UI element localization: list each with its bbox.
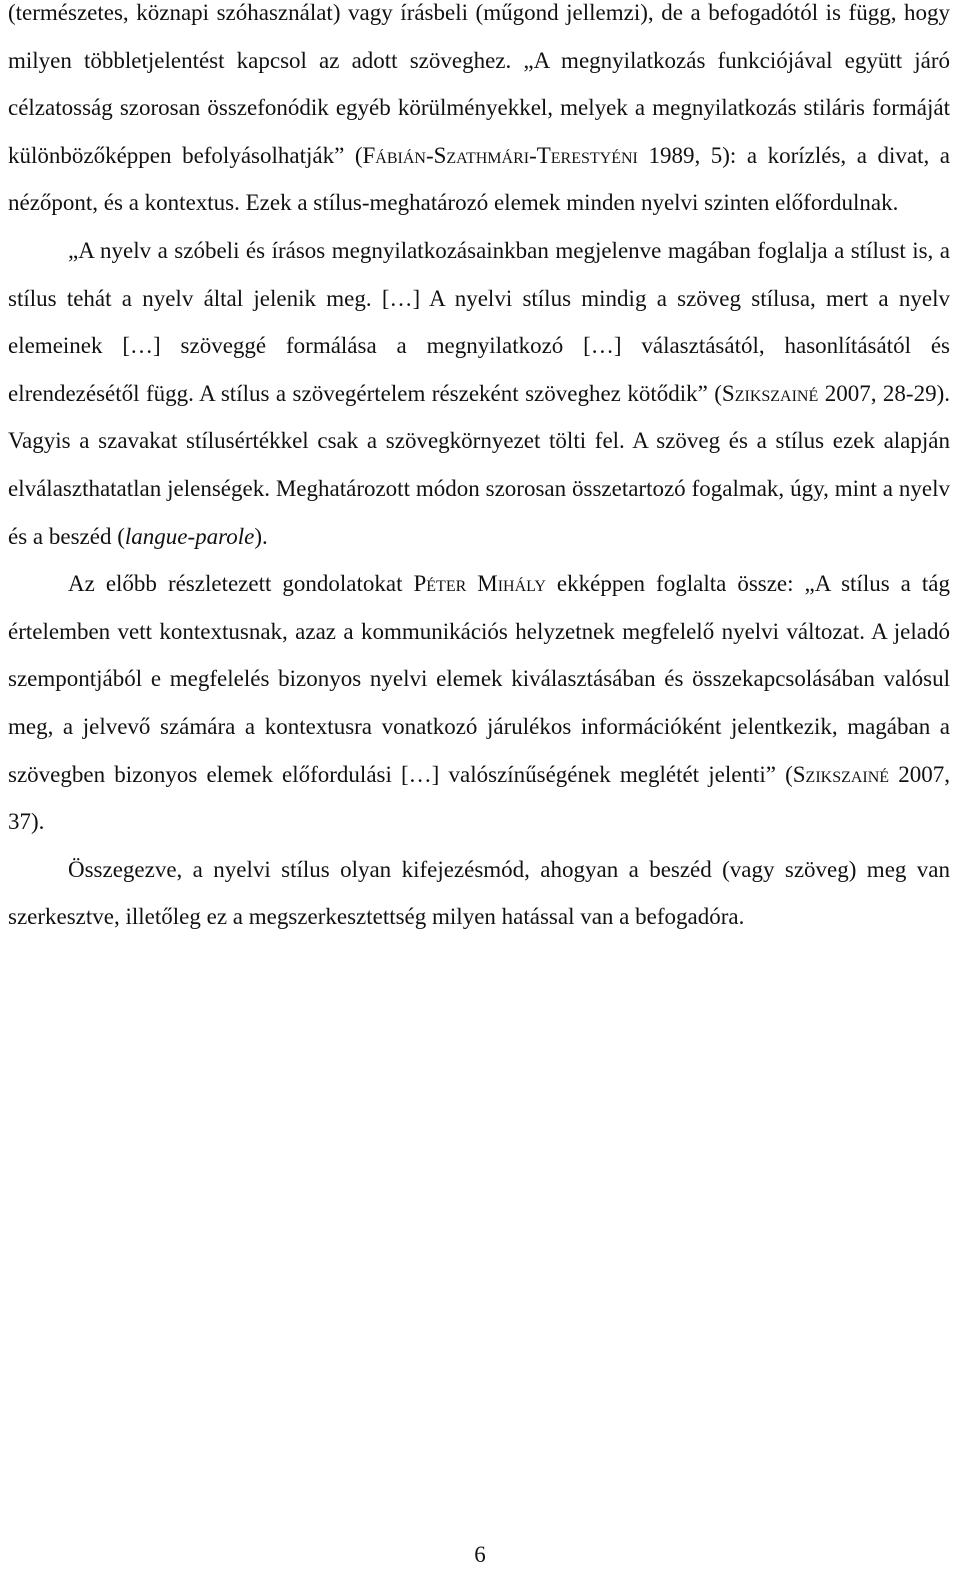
page-number: 6 (474, 1542, 486, 1567)
citation-authors: Fábián-Szathmári-Terestyéni (362, 142, 638, 168)
paragraph-text: Az előbb részletezett gondolatokat (68, 571, 414, 597)
paragraph-text: 2007, 37). (8, 761, 951, 835)
document-body (8, 0, 950, 941)
citation-author: Szikszainé (792, 761, 890, 787)
paragraph-1 (8, 0, 950, 227)
paragraph-text: (természetes, köznapi szóhasználat) vagy írásbeli (műgond jellemzi), de a befogadótól is függ, hogy milyen többletjelentést kapcsol az adott szöveghez. „A megnyilatkozás funkciójával együtt járó célzatosság szorosan összefonódik egyéb körülményekkel, melyek a megnyilatkozás stiláris formáját különbözőképpen befolyásolhatják” ( (8, 0, 950, 168)
paragraph-text: Összegezve, a nyelvi stílus olyan kifejezésmód, ahogyan a beszéd (vagy szöveg) meg van szerkesztve, illetőleg ez a megszerkesztettség milyen hatással van a befogadóra. (8, 856, 950, 930)
paragraph-text: 2007, 28-29). Vagyis a szavakat stílusértékkel csak a szövegkörnyezet tölti fel. A szöveg és a stílus ezek alapján elválaszthatatlan jelenségek. Meghatározott módon szorosan összetartozó fogalmak, úgy, mint a nyelv és a beszéd ( (8, 380, 950, 549)
paragraph-text: „A nyelv a szóbeli és írásos megnyilatkozásainkban megjelenve magában foglalja a stílust is, a stílus tehát a nyelv által jelenik meg. […] A nyelvi stílus mindig a szöveg stílusa, mert a nyelv elemeinek […] szöveggé formálása a megnyilatkozó […] választásától, hasonlításától és elrendezésétől függ. A stílus a szövegértelem részeként szöveghez kötődik” ( (8, 237, 950, 406)
paragraph-3 (8, 560, 950, 846)
author-name: Péter Mihály (413, 571, 546, 597)
citation-author: Szikszainé (721, 380, 819, 406)
paragraph-text: ). (254, 523, 268, 549)
paragraph-4 (8, 846, 950, 941)
paragraph-2 (8, 227, 950, 560)
paragraph-text: ekképpen foglalta össze: „A stílus a tág értelemben vett kontextusnak, azaz a kommunikációs helyzetnek megfelelő nyelvi változat. A jeladó szempontjából e megfelelés bizonyos nyelvi elemek kiválasztásában és összekapcsolásában valósul meg, a jelvevő számára a kontextusra vonatkozó járulékos információként jelentkezik, magában a szövegben bizonyos elemek előfordulási […] valószínűségének meglétét jelenti” ( (8, 571, 950, 787)
paragraph-text: 1989, 5): a korízlés, a divat, a nézőpont, és a kontextus. Ezek a stílus-meghatározó elemek minden nyelvi szinten előfordulnak. (8, 142, 950, 216)
italic-term: langue-parole (124, 523, 255, 549)
